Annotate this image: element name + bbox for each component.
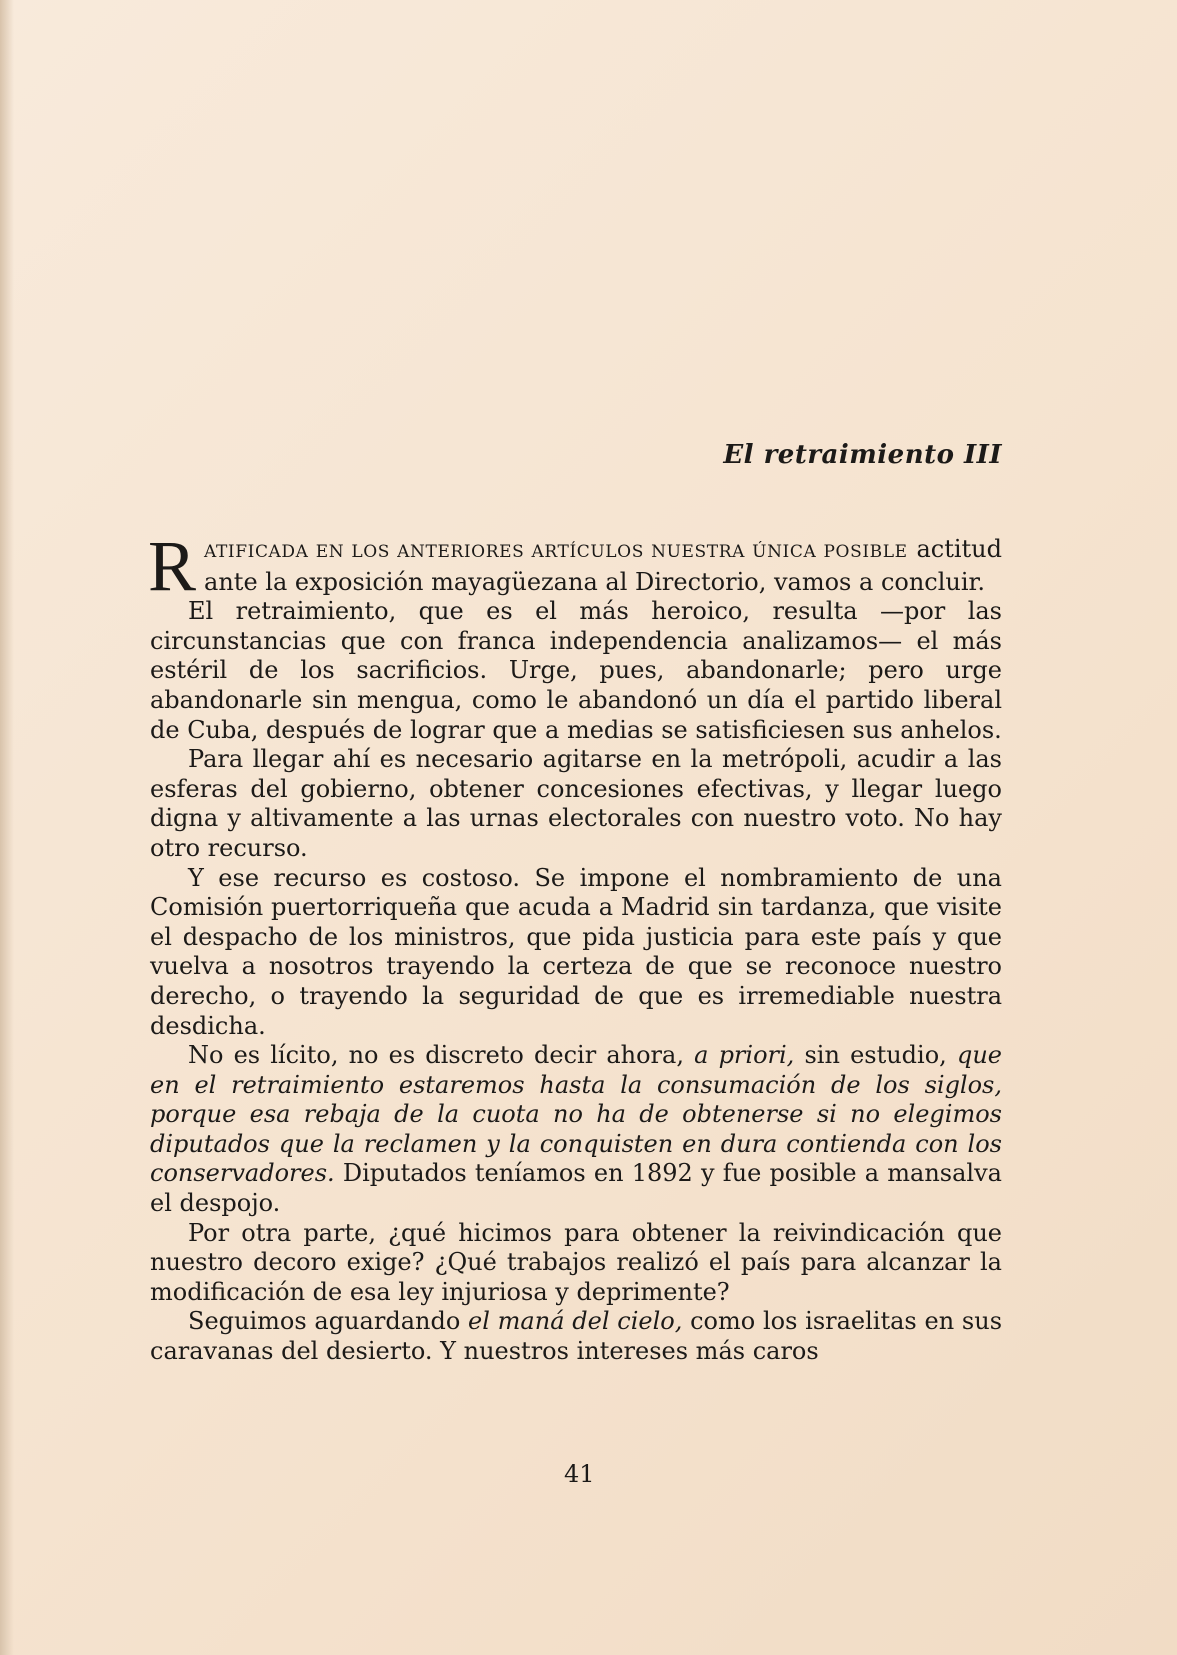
paragraph-5 xyxy=(150,1041,1002,1219)
paragraph-7-italic-mana: el maná del cielo, xyxy=(468,1307,683,1336)
page-number: 41 xyxy=(564,1460,595,1488)
paragraph-7 xyxy=(150,1307,1002,1366)
paragraph-4: Y ese recurso es costoso. Se impone el nombramiento de una Comisión puertorriqueña que acuda a Madrid sin tardanza, que visite el despacho de los ministros, que pida justicia para este país y que vuelva a nosotros trayendo la certeza de que se reconoce nuestro derecho, o trayendo la seguridad de que es irremediable nuestra desdicha. xyxy=(150,863,1002,1040)
paragraph-1 xyxy=(148,526,1002,606)
paragraph-5-italic-quote: que en el retraimiento estaremos hasta la consumación de los siglos, porque esa rebaja de la cuota no ha de obtenerse si no elegimos diputados que la reclamen y la conquisten en dura contienda con los conservadores. xyxy=(150,1041,1002,1188)
paragraph-5-italic-a-priori: a priori, xyxy=(694,1041,795,1070)
paragraph-3: Para llegar ahí es necesario agitarse en la metrópoli, acudir a las esferas del gobierno, obtener concesiones efectivas, y llegar luego digna y altivamente a las urnas electorales con nuestro voto. No hay otro recurso. xyxy=(150,745,1002,862)
chapter-title: El retraimiento III xyxy=(723,440,1002,470)
paragraph-1-rest: actitud ante la exposición mayagüezana al Directorio, vamos a concluir. xyxy=(204,535,1002,596)
paragraph-6: Por otra parte, ¿qué hicimos para obtener la reivindicación que nuestro decoro exige? ¿Qué trabajos realizó el país para alcanzar la modificación de esa ley injuriosa y deprimente? xyxy=(150,1218,1002,1306)
body-text xyxy=(148,526,1003,1367)
paragraph-7-text-a: Seguimos aguardando xyxy=(188,1307,461,1336)
page-edge-shadow xyxy=(0,0,14,1655)
paragraph-5-text-e: Diputados teníamos en 1892 y fue posible a mansalva el despojo. xyxy=(150,1159,1002,1218)
paragraph-5-text-a: No es lícito, no es discreto decir ahora, xyxy=(188,1041,684,1070)
paragraph-7-text-c: como los israelitas en sus caravanas del desierto. Y nuestros intereses más caros xyxy=(150,1307,1003,1366)
paragraph-5-text-c: sin estudio, xyxy=(804,1041,947,1070)
paragraph-2: El retraimiento, que es el más heroico, resulta —por las circunstancias que con franca independencia analizamos— el más estéril de los sacrificios. Urge, pues, abandonarle; pero urge abandonarle sin mengua, como le abandonó un día el partido liberal de Cuba, después de lograr que a medias se satisficiesen sus anhelos. xyxy=(150,597,1002,744)
small-caps-opening: ATIFICADA EN LOS ANTERIORES ARTÍCULOS NUESTRA ÚNICA POSIBLE xyxy=(204,542,908,562)
drop-cap: R xyxy=(148,526,197,606)
